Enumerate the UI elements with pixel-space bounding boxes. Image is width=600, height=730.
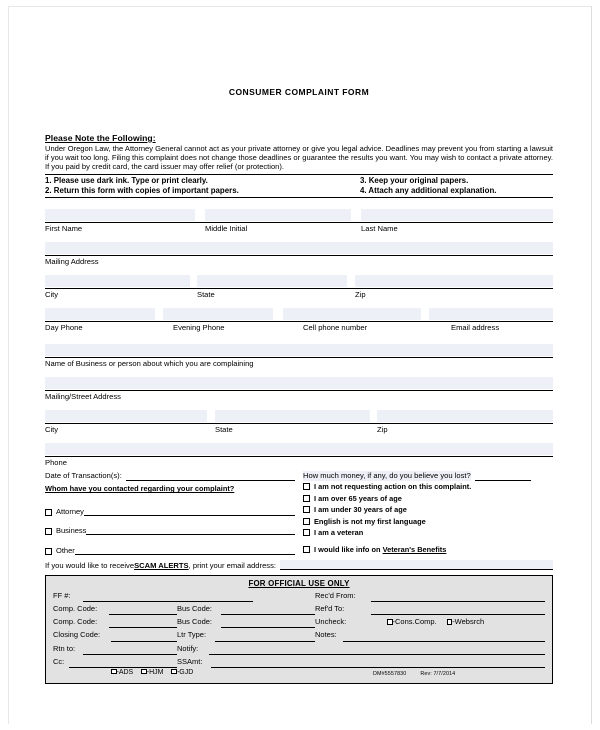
scam-alerts-bold: SCAM ALERTS [134, 560, 189, 570]
money-lost-row[interactable] [303, 471, 553, 481]
label-other-contact: Other [56, 545, 75, 555]
notes-input-2[interactable] [315, 644, 545, 655]
uncheck-option-websrch[interactable] [447, 615, 484, 628]
phone-input-row[interactable] [45, 307, 553, 322]
business-name-input[interactable] [45, 343, 553, 358]
label-notify: Notify: [177, 643, 199, 653]
checkbox-attorney[interactable] [45, 509, 52, 516]
instructions-block [45, 174, 553, 198]
other-contact-input[interactable] [75, 545, 295, 555]
label-cons-comp: -Cons.Comp. [392, 617, 437, 627]
label-under-30: I am under 30 years of age [314, 505, 407, 515]
page-title: CONSUMER COMPLAINT FORM [228, 87, 370, 97]
label-recd-from: Rec'd From: [315, 590, 356, 600]
label-business-phone: Phone [45, 458, 67, 468]
label-business-city: City [45, 425, 59, 435]
mailing-address-input[interactable] [45, 241, 553, 256]
ff-number-input[interactable] [83, 591, 253, 602]
label-veterans-benefits-link: Veteran's Benefits [382, 545, 447, 555]
label-ss-amt: SSAmt: [177, 656, 203, 666]
instruction-1: 1. Please use dark ink. Type or print clearly. [45, 176, 208, 186]
label-notes: Notes: [315, 630, 337, 640]
label-business-zip: Zip [377, 425, 388, 435]
label-cc: Cc: [53, 656, 65, 666]
label-bus-code-1: Bus Code: [177, 603, 213, 613]
checkbox-under-30[interactable] [303, 506, 310, 513]
notes-input-1[interactable] [343, 631, 545, 642]
label-uncheck: Uncheck: [315, 617, 347, 627]
label-no-action: I am not requesting action on this complaint. [314, 482, 472, 492]
label-websrch: -Websrch [452, 617, 485, 627]
label-middle-initial: Middle Initial [205, 224, 248, 234]
notes-input-3[interactable] [315, 657, 545, 668]
official-row-comp-2 [53, 615, 545, 628]
label-ff-number: FF #: [53, 590, 71, 600]
instruction-4: 4. Attach any additional explanation. [359, 186, 497, 196]
initials-option-ads[interactable] [111, 668, 133, 678]
rtn-to-input[interactable] [83, 644, 177, 655]
checkbox-business[interactable] [45, 528, 52, 535]
official-use-title: FOR OFFICIAL USE ONLY [248, 578, 350, 588]
contact-other-row[interactable] [45, 545, 295, 555]
contacted-column [45, 471, 303, 555]
loss-option-1[interactable] [303, 481, 553, 492]
label-cell-phone: Cell phone number [303, 323, 368, 333]
initials-option-gjd[interactable] [171, 668, 193, 678]
label-business-state: State [215, 425, 233, 435]
label-business-address: Mailing/Street Address [45, 392, 121, 402]
city-state-zip-input-row[interactable] [45, 274, 553, 289]
loss-option-2[interactable] [303, 493, 553, 504]
lower-section [45, 471, 553, 555]
notify-input[interactable] [209, 644, 315, 655]
business-address-input[interactable] [45, 376, 553, 391]
label-bus-code-2: Bus Code: [177, 617, 213, 627]
checkbox-over-65[interactable] [303, 495, 310, 502]
label-comp-code-1: Comp. Code: [53, 603, 98, 613]
checkbox-veteran[interactable] [303, 529, 310, 536]
label-gjd: -GJD [176, 668, 194, 676]
business-city-state-zip-row[interactable] [45, 409, 553, 424]
business-contact-input[interactable] [86, 525, 295, 535]
refd-to-input[interactable] [371, 604, 545, 615]
scam-alerts-suffix: , print your email address: [188, 560, 276, 570]
scam-alerts-prefix: If you would like to receive [45, 560, 135, 570]
label-city: City [45, 290, 59, 300]
attorney-input[interactable] [84, 506, 295, 516]
label-ltr-type: Ltr Type: [177, 630, 207, 640]
label-business-name: Name of Business or person about which you are complaining [45, 359, 254, 369]
official-row-ff [53, 589, 545, 602]
date-of-transaction-input[interactable] [126, 471, 295, 481]
document-page [8, 6, 592, 724]
contact-attorney-row[interactable] [45, 506, 295, 516]
checkbox-veterans-benefits-info[interactable] [303, 546, 310, 553]
bus-code-1-input[interactable] [221, 604, 315, 615]
label-comp-code-2: Comp. Code: [53, 617, 98, 627]
instruction-3: 3. Keep your original papers. [359, 176, 469, 186]
revision-date: Rev: 7/7/2014 [420, 670, 456, 677]
official-row-comp-1 [53, 602, 545, 615]
business-phone-input[interactable] [45, 442, 553, 457]
label-first-name: First Name [45, 224, 83, 234]
note-body: Under Oregon Law, the Attorney General cannot act as your private attorney or give you legal advice. Deadlines may prevent you from starting a lawsuit if you wait too long. Filing this complaint does not change those deadlines or guarantee the results you want. You may wish to contact a private attorney. If you paid by credit card, the card issuer may offer relief (or protection). [45, 144, 553, 172]
official-use-box [45, 575, 553, 684]
instruction-2: 2. Return this form with copies of important papers. [45, 186, 239, 196]
recd-from-input[interactable] [371, 591, 545, 602]
closing-code-input[interactable] [111, 631, 177, 642]
official-row-rtn [53, 642, 545, 655]
label-evening-phone: Evening Phone [173, 323, 225, 333]
contacted-question: Whom have you contacted regarding your complaint? [45, 484, 235, 494]
ltr-type-input[interactable] [215, 631, 315, 642]
loss-option-3[interactable] [303, 504, 553, 515]
label-attorney: Attorney [56, 506, 84, 516]
money-lost-input[interactable] [475, 471, 531, 481]
please-note-section [45, 133, 553, 171]
label-veterans-benefits-prefix: I would like info on [314, 545, 383, 555]
cc-input[interactable] [69, 657, 177, 668]
label-state: State [197, 290, 215, 300]
note-heading: Please Note the Following: [45, 133, 156, 143]
official-row-cc [53, 655, 545, 668]
name-input-row[interactable] [45, 208, 553, 223]
uncheck-option-cons-comp[interactable] [387, 615, 437, 628]
date-of-transaction-row[interactable] [45, 471, 295, 481]
loss-option-6[interactable] [303, 544, 553, 555]
label-over-65: I am over 65 years of age [314, 493, 402, 503]
dm-number: DM#5557830 [373, 670, 407, 677]
label-refd-to: Ref'd To: [315, 603, 345, 613]
checkbox-english-second-language[interactable] [303, 518, 310, 525]
label-veteran: I am a veteran [314, 527, 364, 537]
label-mailing-address: Mailing Address [45, 257, 99, 267]
label-closing-code: Closing Code: [53, 630, 101, 640]
contact-business-row[interactable] [45, 525, 295, 535]
loss-option-4[interactable] [303, 516, 553, 527]
label-zip: Zip [355, 290, 366, 300]
comp-code-1-input[interactable] [109, 604, 177, 615]
label-last-name: Last Name [361, 224, 398, 234]
label-email: Email address [451, 323, 500, 333]
label-money-lost: How much money, if any, do you believe you lost? [303, 471, 471, 481]
checkbox-other[interactable] [45, 548, 52, 555]
label-day-phone: Day Phone [45, 323, 83, 333]
initials-option-hjm[interactable] [141, 668, 163, 678]
label-business-contact: Business [56, 526, 87, 536]
label-ads: -ADS [116, 668, 134, 676]
loss-column [303, 471, 553, 555]
loss-option-5[interactable] [303, 527, 553, 538]
form-sheet [45, 87, 553, 684]
ss-amt-input[interactable] [211, 657, 315, 668]
checkbox-no-action[interactable] [303, 483, 310, 490]
label-english-second-language: English is not my first language [314, 516, 426, 526]
scam-alerts-row[interactable] [45, 560, 553, 570]
comp-code-2-input[interactable] [109, 617, 177, 628]
official-row-closing [53, 628, 545, 641]
scam-alerts-email-input[interactable] [280, 560, 553, 570]
bus-code-2-input[interactable] [221, 617, 315, 628]
label-hjm: -HJM [146, 668, 164, 676]
label-date-of-transaction: Date of Transaction(s): [45, 471, 122, 481]
label-rtn-to: Rtn to: [53, 643, 76, 653]
official-row-initials [53, 668, 545, 678]
